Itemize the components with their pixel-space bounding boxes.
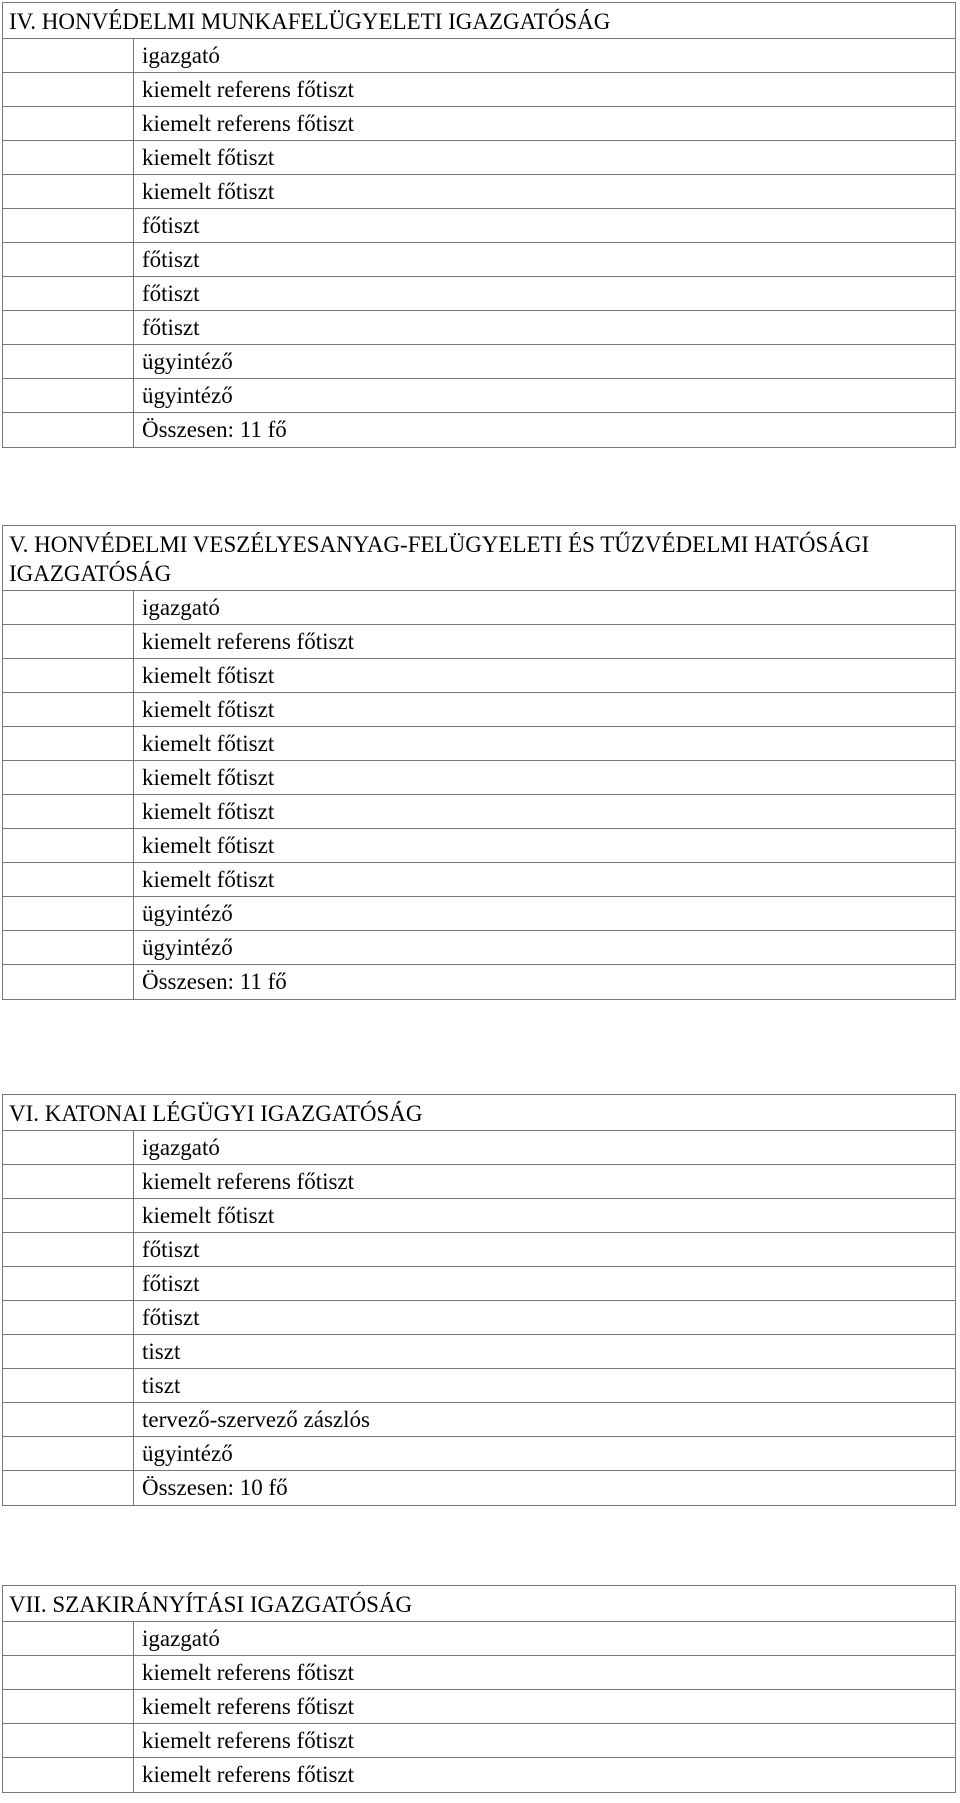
table-row	[3, 1369, 955, 1403]
indent-cell	[3, 795, 134, 828]
table-row	[3, 73, 955, 107]
total-label: Összesen: 11 fő	[142, 417, 287, 442]
position-label: igazgató	[142, 1626, 220, 1651]
indent-cell	[3, 625, 134, 658]
position-label: tiszt	[142, 1339, 181, 1364]
table-row	[3, 345, 955, 379]
indent-cell	[3, 863, 134, 896]
position-label: kiemelt főtiszt	[142, 799, 275, 824]
table-row	[3, 1267, 955, 1301]
section-vi-table	[2, 1094, 956, 1506]
table-row	[3, 761, 955, 795]
section-title: VII. SZAKIRÁNYÍTÁSI IGAZGATÓSÁG	[3, 1586, 955, 1622]
table-row	[3, 311, 955, 345]
position-label: tiszt	[142, 1373, 181, 1398]
position-label: kiemelt főtiszt	[142, 731, 275, 756]
indent-cell	[3, 1471, 134, 1505]
table-row	[3, 625, 955, 659]
section-title: V. HONVÉDELMI VESZÉLYESANYAG-FELÜGYELETI ÉS TŰZVÉDELMI HATÓSÁGI IGAZGATÓSÁG	[3, 526, 955, 591]
indent-cell	[3, 693, 134, 726]
table-row	[3, 107, 955, 141]
indent-cell	[3, 277, 134, 310]
position-label: igazgató	[142, 595, 220, 620]
table-row	[3, 1758, 955, 1792]
indent-cell	[3, 1199, 134, 1232]
position-label: kiemelt referens főtiszt	[142, 1169, 355, 1194]
total-label: Összesen: 10 fő	[142, 1475, 288, 1500]
table-row	[3, 795, 955, 829]
position-label: kiemelt főtiszt	[142, 145, 275, 170]
indent-cell	[3, 1233, 134, 1266]
table-row	[3, 1233, 955, 1267]
position-label: kiemelt referens főtiszt	[142, 1694, 355, 1719]
indent-cell	[3, 897, 134, 930]
position-label: ügyintéző	[142, 935, 233, 960]
indent-cell	[3, 829, 134, 862]
table-row	[3, 591, 955, 625]
indent-cell	[3, 1656, 134, 1689]
table-row	[3, 931, 955, 965]
indent-cell	[3, 311, 134, 344]
indent-cell	[3, 73, 134, 106]
indent-cell	[3, 345, 134, 378]
table-row	[3, 277, 955, 311]
indent-cell	[3, 727, 134, 760]
indent-cell	[3, 1437, 134, 1470]
table-row	[3, 1165, 955, 1199]
indent-cell	[3, 931, 134, 964]
position-label: főtiszt	[142, 1237, 200, 1262]
position-label: tervező-szervező zászlós	[142, 1407, 370, 1432]
total-row	[3, 1471, 955, 1505]
table-row	[3, 243, 955, 277]
table-row	[3, 1199, 955, 1233]
indent-cell	[3, 761, 134, 794]
table-row	[3, 1437, 955, 1471]
table-row	[3, 1724, 955, 1758]
position-label: kiemelt főtiszt	[142, 179, 275, 204]
indent-cell	[3, 1267, 134, 1300]
position-label: kiemelt referens főtiszt	[142, 1728, 355, 1753]
position-label: kiemelt referens főtiszt	[142, 111, 355, 136]
indent-cell	[3, 413, 134, 447]
indent-cell	[3, 141, 134, 174]
table-row	[3, 1131, 955, 1165]
position-label: kiemelt főtiszt	[142, 697, 275, 722]
section-title: IV. HONVÉDELMI MUNKAFELÜGYELETI IGAZGATÓSÁG	[3, 3, 955, 39]
table-row	[3, 39, 955, 73]
table-row	[3, 1690, 955, 1724]
table-row	[3, 863, 955, 897]
position-label: főtiszt	[142, 1271, 200, 1296]
indent-cell	[3, 379, 134, 412]
table-row	[3, 897, 955, 931]
position-label: főtiszt	[142, 213, 200, 238]
table-row	[3, 829, 955, 863]
indent-cell	[3, 1165, 134, 1198]
indent-cell	[3, 243, 134, 276]
indent-cell	[3, 1335, 134, 1368]
indent-cell	[3, 1369, 134, 1402]
indent-cell	[3, 1758, 134, 1792]
position-label: kiemelt referens főtiszt	[142, 77, 355, 102]
position-label: kiemelt főtiszt	[142, 867, 275, 892]
table-row	[3, 379, 955, 413]
table-row	[3, 727, 955, 761]
indent-cell	[3, 1301, 134, 1334]
table-row	[3, 141, 955, 175]
table-row	[3, 1301, 955, 1335]
position-label: főtiszt	[142, 315, 200, 340]
indent-cell	[3, 107, 134, 140]
position-label: ügyintéző	[142, 1441, 233, 1466]
position-label: főtiszt	[142, 281, 200, 306]
position-label: kiemelt referens főtiszt	[142, 1660, 355, 1685]
position-label: ügyintéző	[142, 349, 233, 374]
indent-cell	[3, 659, 134, 692]
table-row	[3, 1335, 955, 1369]
section-title: VI. KATONAI LÉGÜGYI IGAZGATÓSÁG	[3, 1095, 955, 1131]
indent-cell	[3, 39, 134, 72]
indent-cell	[3, 175, 134, 208]
indent-cell	[3, 1403, 134, 1436]
table-row	[3, 693, 955, 727]
position-label: kiemelt főtiszt	[142, 1203, 275, 1228]
indent-cell	[3, 591, 134, 624]
position-label: ügyintéző	[142, 383, 233, 408]
table-row	[3, 659, 955, 693]
indent-cell	[3, 965, 134, 999]
position-label: főtiszt	[142, 247, 200, 272]
position-label: kiemelt referens főtiszt	[142, 629, 355, 654]
table-row	[3, 209, 955, 243]
position-label: főtiszt	[142, 1305, 200, 1330]
total-row	[3, 965, 955, 999]
position-label: kiemelt főtiszt	[142, 833, 275, 858]
indent-cell	[3, 1724, 134, 1757]
table-row	[3, 175, 955, 209]
total-row	[3, 413, 955, 447]
section-vii-table	[2, 1585, 956, 1793]
section-iv-table	[2, 2, 956, 448]
total-label: Összesen: 11 fő	[142, 969, 287, 994]
position-label: igazgató	[142, 43, 220, 68]
indent-cell	[3, 1131, 134, 1164]
position-label: ügyintéző	[142, 901, 233, 926]
table-row	[3, 1656, 955, 1690]
section-v-table	[2, 525, 956, 1000]
indent-cell	[3, 1690, 134, 1723]
position-label: igazgató	[142, 1135, 220, 1160]
indent-cell	[3, 1622, 134, 1655]
indent-cell	[3, 209, 134, 242]
table-row	[3, 1622, 955, 1656]
table-row	[3, 1403, 955, 1437]
position-label: kiemelt főtiszt	[142, 663, 275, 688]
position-label: kiemelt referens főtiszt	[142, 1762, 355, 1787]
position-label: kiemelt főtiszt	[142, 765, 275, 790]
